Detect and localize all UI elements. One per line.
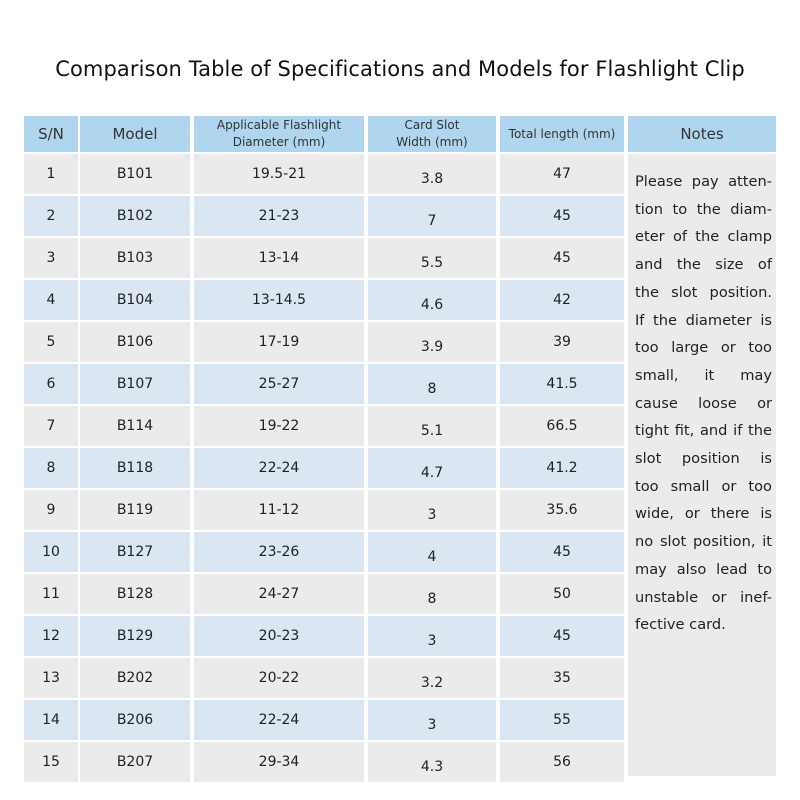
header-diameter-line1: Applicable Flashlight [216,118,342,132]
model-cell: B119 [80,490,190,530]
sn-cell: 7 [24,406,78,446]
slot-width-cell: 8 [368,574,496,614]
diameter-cell: 23-26 [194,532,364,572]
length-cell: 45 [500,532,624,572]
diameter-cell: 21-23 [194,196,364,236]
header-slot-width [368,116,496,152]
sn-cell: 15 [24,742,78,782]
header-model: Model [80,116,190,152]
header-total-length: Total length (mm) [500,116,624,152]
diameter-cell: 22-24 [194,700,364,740]
notes-line: too small or too [635,477,772,495]
model-cell: B101 [80,154,190,194]
slot-width-cell: 3 [368,616,496,656]
slot-width-cell: 5.1 [368,406,496,446]
notes-line: tion to the diam- [635,200,772,218]
diameter-cell: 19.5-21 [194,154,364,194]
length-cell: 35 [500,658,624,698]
length-cell: 45 [500,196,624,236]
header-notes: Notes [628,116,776,152]
diameter-cell: 11-12 [194,490,364,530]
header-diameter [194,116,364,152]
slot-width-cell: 4 [368,532,496,572]
header-slot-line1: Card Slot [404,118,460,132]
slot-width-cell: 3.2 [368,658,496,698]
notes-line: small, it may [635,366,772,384]
header-sn: S/N [24,116,78,152]
sn-cell: 1 [24,154,78,194]
header-slot-line2: Width (mm) [396,135,468,149]
slot-width-cell: 4.7 [368,448,496,488]
slot-width-cell: 8 [368,364,496,404]
diameter-cell: 25-27 [194,364,364,404]
length-cell: 41.5 [500,364,624,404]
notes-line: eter of the clamp [635,228,772,246]
diameter-cell: 22-24 [194,448,364,488]
sn-cell: 2 [24,196,78,236]
slot-width-cell: 5.5 [368,238,496,278]
notes-line: unstable or inef- [635,588,772,606]
length-cell: 45 [500,238,624,278]
length-cell: 41.2 [500,448,624,488]
notes-line: cause loose or [635,394,772,412]
sn-cell: 11 [24,574,78,614]
slot-width-cell: 3 [368,490,496,530]
notes-line: Please pay atten- [635,173,772,190]
sn-cell: 13 [24,658,78,698]
model-cell: B114 [80,406,190,446]
diameter-cell: 20-23 [194,616,364,656]
diameter-cell: 13-14 [194,238,364,278]
slot-width-cell: 3.9 [368,322,496,362]
slot-width-cell: 4.3 [368,742,496,782]
diameter-cell: 19-22 [194,406,364,446]
header-diameter-line2: Diameter (mm) [232,135,326,149]
model-cell: B207 [80,742,190,782]
length-cell: 66.5 [500,406,624,446]
notes-line: and the size of [635,256,772,274]
model-cell: B107 [80,364,190,404]
length-cell: 47 [500,154,624,194]
notes-line: too large or too [635,339,772,357]
sn-cell: 5 [24,322,78,362]
spec-table [24,116,776,776]
diameter-cell: 24-27 [194,574,364,614]
sn-cell: 10 [24,532,78,572]
length-cell: 35.6 [500,490,624,530]
sn-cell: 6 [24,364,78,404]
model-cell: B128 [80,574,190,614]
sn-cell: 4 [24,280,78,320]
notes-line: tight fit, and if the [635,422,772,440]
model-cell: B102 [80,196,190,236]
slot-width-cell: 7 [368,196,496,236]
sn-cell: 3 [24,238,78,278]
notes-line: wide, or there is [635,505,772,523]
notes-line: slot position is [635,450,772,468]
length-cell: 56 [500,742,624,782]
notes-line: the slot position. [635,283,772,301]
notes-line: may also lead to [635,560,772,578]
diameter-cell: 29-34 [194,742,364,782]
page-title: Comparison Table of Specifications and Models for Flashlight Clip [55,57,745,81]
length-cell: 55 [500,700,624,740]
length-cell: 50 [500,574,624,614]
model-cell: B103 [80,238,190,278]
model-cell: B104 [80,280,190,320]
model-cell: B129 [80,616,190,656]
diameter-cell: 13-14.5 [194,280,364,320]
length-cell: 45 [500,616,624,656]
notes-line: fective card. [635,616,726,634]
model-cell: B202 [80,658,190,698]
sn-cell: 14 [24,700,78,740]
notes-text [628,154,776,776]
sn-cell: 9 [24,490,78,530]
model-cell: B106 [80,322,190,362]
notes-line: no slot position, it [635,533,772,551]
length-cell: 42 [500,280,624,320]
sn-cell: 12 [24,616,78,656]
length-cell: 39 [500,322,624,362]
model-cell: B206 [80,700,190,740]
slot-width-cell: 3.8 [368,154,496,194]
diameter-cell: 17-19 [194,322,364,362]
diameter-cell: 20-22 [194,658,364,698]
model-cell: B127 [80,532,190,572]
slot-width-cell: 4.6 [368,280,496,320]
model-cell: B118 [80,448,190,488]
notes-line: If the diameter is [635,311,772,329]
sn-cell: 8 [24,448,78,488]
slot-width-cell: 3 [368,700,496,740]
